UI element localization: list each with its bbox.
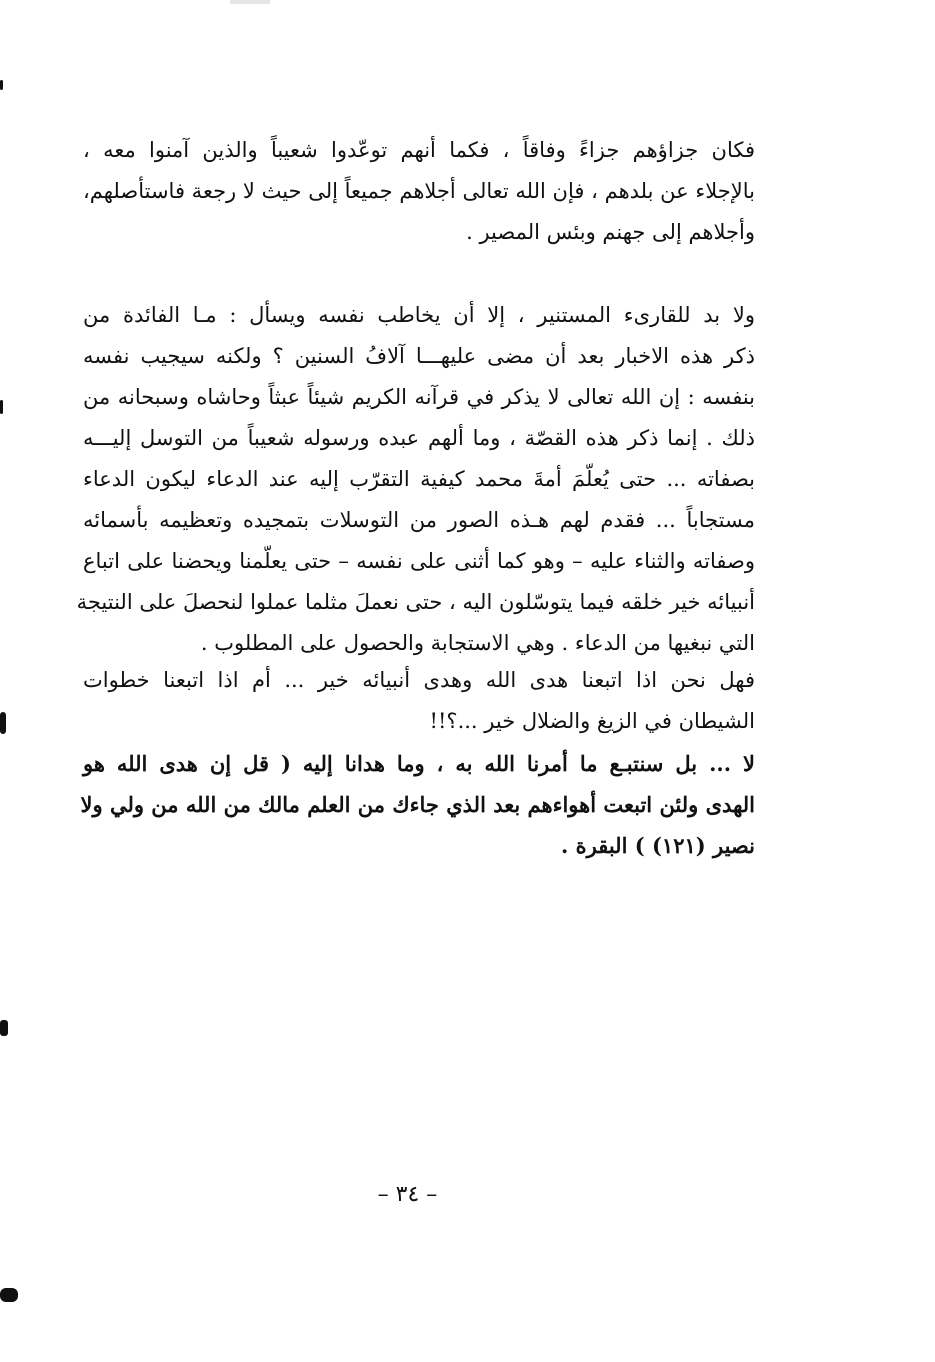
scan-edge-mark: [0, 400, 3, 414]
paragraph-3: [83, 660, 755, 742]
text-line: وأجلاهم إلى جهنم وبئس المصير .: [466, 220, 755, 244]
text-line: ذكر هذه الاخبار بعد أن مضى عليهـــا آلافُ السنين ؟ ولكنه سيجيب نفسه: [83, 344, 755, 368]
scan-smudge: [230, 0, 270, 4]
text-line: التي نبغيها من الدعاء . وهي الاستجابة والحصول على المطلوب .: [200, 631, 755, 655]
paragraph-1: [83, 130, 755, 253]
text-line: لا ... بل سنتبـع ما أمرنا الله به ، وما هدانا إليه ( قل إن هدى الله هو: [83, 751, 756, 776]
text-line: فكان جزاؤهم جزاءً وفاقاً ، فكما أنهم توعّدوا شعيباً والذين آمنوا معه ،: [83, 138, 755, 162]
scan-edge-mark: [0, 80, 3, 90]
text-line: نصير (١٢١) ) البقرة .: [561, 833, 755, 858]
paragraph-2: [76, 295, 755, 664]
page-number: – ٣٤ –: [377, 1182, 438, 1207]
text-line: ذلك . إنما ذكر هذه القصّة ، وما ألهم عبده ورسوله شعيباً من التوسل إليـــه: [83, 426, 755, 450]
text-line: وصفاته والثناء عليه – وهو كما أثنى على نفسه – حتى يعلّمنا ويحضنا على اتباع: [83, 549, 755, 573]
text-line: مستجاباً ... فقدم لهم هـذه الصور من التوسلات بتمجيده وتعظيمه بأسمائه: [83, 508, 755, 532]
text-line: فهل نحن اذا اتبعنا هدى الله وهدى أنبيائه خير ... أم اذا اتبعنا خطوات: [83, 668, 755, 692]
text-line: بصفاته ... حتى يُعلّمَ أمةَ محمد كيفية التقرّب إليه عند الدعاء ليكون الدعاء: [83, 467, 755, 491]
scan-edge-mark: [0, 1020, 8, 1036]
text-line: الشيطان في الزيغ والضلال خير ...؟!!: [429, 709, 755, 733]
paragraph-4-quran-quote: [80, 743, 756, 866]
text-line: بالإجلاء عن بلدهم ، فإن الله تعالى أجلاهم جميعاً إلى حيث لا رجعة فاستأصلهم،: [83, 179, 755, 203]
scan-edge-mark: [0, 712, 6, 734]
scan-edge-mark: [0, 1288, 18, 1302]
text-line: الهدى ولئن اتبعت أهواءهم بعد الذي جاءك من العلم مالك من الله من ولي ولا: [80, 792, 755, 817]
text-line: بنفسه : إن الله تعالى لا يذكر في قرآنه الكريم شيئاً عبثاً وحاشاه وسبحانه من: [83, 385, 755, 409]
text-line: أنبيائه خير خلقه فيما يتوسّلون اليه ، حتى نعملَ مثلما عملوا لنحصلَ على النتيجة: [76, 590, 755, 614]
text-line: ولا بد للقارىء المستنير ، إلا أن يخاطب نفسه ويسأل : مـا الفائدة من: [83, 303, 755, 327]
